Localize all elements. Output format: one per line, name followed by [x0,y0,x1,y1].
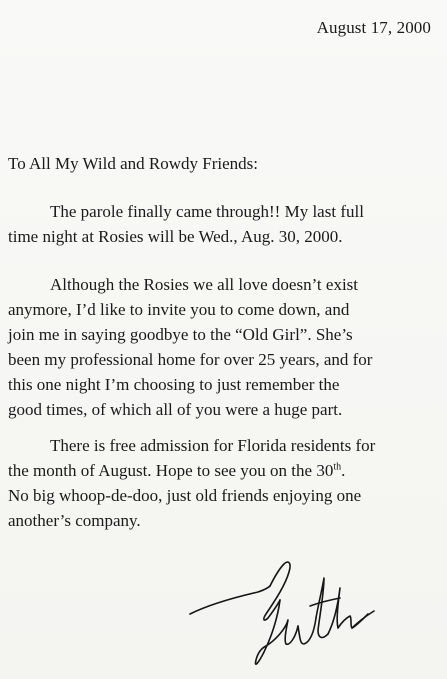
paragraph-2-line-1: Although the Rosies we all love doesn’t exist [50,275,359,294]
paragraph-3-line-3: No big whoop-de-doo, just old friends enjoying one [8,486,362,505]
paragraph-2-line-3: join me in saying goodbye to the “Old Girl”. She’s [8,325,353,344]
paragraph-3-line-2-text: the month of August. Hope to see you on the 30 [8,461,334,480]
paragraph-3 [8,433,444,533]
paragraph-3-line-1: There is free admission for Florida residents for [50,436,376,455]
ordinal-suffix: th [333,461,342,473]
paragraph-3-line-2 [8,458,444,483]
letter-date: August 17, 2000 [316,18,431,37]
paragraph-3-line-2-end: . [341,461,346,480]
paragraph-1-line-1: The parole finally came through!! My last full [50,202,364,221]
paragraph-2 [8,272,444,422]
handwritten-signature [188,548,378,673]
paragraph-2-line-2: anymore, I’d like to invite you to come down, and [8,300,350,319]
paragraph-2-line-4: been my professional home for over 25 years, and for [8,350,373,369]
paragraph-1-line-2: time night at Rosies will be Wed., Aug. 30, 2000. [8,227,343,246]
paragraph-2-line-6: good times, of which all of you were a huge part. [8,400,343,419]
paragraph-3-line-4: another’s company. [8,511,141,530]
paragraph-1 [8,199,444,249]
letter-greeting: To All My Wild and Rowdy Friends: [8,154,258,173]
paragraph-2-line-5: this one night I’m choosing to just remember the [8,375,340,394]
